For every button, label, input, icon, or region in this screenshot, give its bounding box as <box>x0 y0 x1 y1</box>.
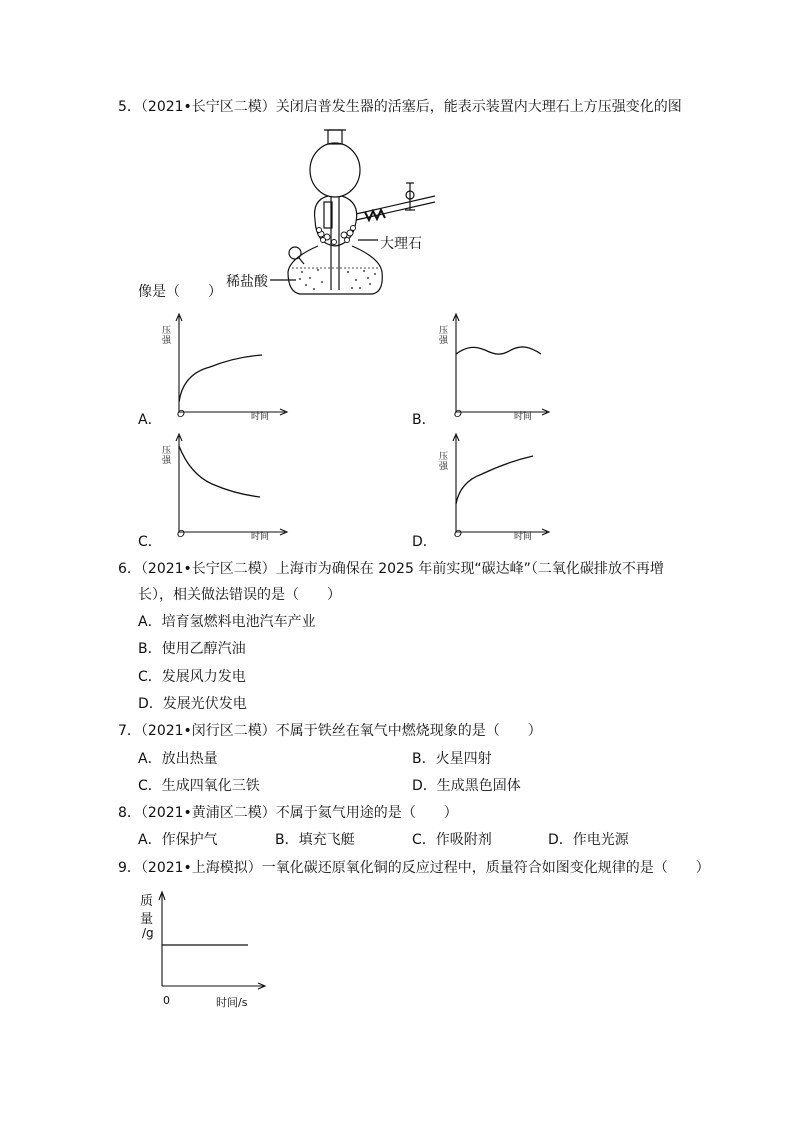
graph-b-origin: O <box>454 409 462 420</box>
graph-b <box>427 312 567 426</box>
graph-d-xlabel: 时间 <box>514 532 533 542</box>
question-7-stem: 7．（2021•闵行区二模）不属于铁丝在氧气中燃烧现象的是（ ） <box>118 723 542 739</box>
q6-option-d[interactable]: D．发展光伏发电 <box>138 696 247 712</box>
graph-c-ylabel: 压强 <box>162 446 172 466</box>
q7-option-c[interactable]: C．生成四氧化三铁 <box>138 778 260 794</box>
graph-q9-ylabel-1: 质 <box>140 894 154 909</box>
graph-b-ylabel: 压强 <box>439 326 449 346</box>
graph-a <box>150 312 290 426</box>
graph-a-ylabel: 压强 <box>162 326 172 346</box>
graph-d-origin: O <box>454 529 462 540</box>
graph-a-origin: O <box>177 409 185 420</box>
label-marble: 大理石 <box>380 236 422 252</box>
graph-q9-ylabel-2: 量 <box>140 912 154 927</box>
graph-b-letter: B． <box>412 412 436 428</box>
q6-option-b[interactable]: B．使用乙醇汽油 <box>138 641 246 657</box>
graph-c-letter: C． <box>138 534 162 550</box>
q8-option-d[interactable]: D．作电光源 <box>548 832 629 848</box>
graph-d <box>427 432 567 546</box>
graph-d-letter: D． <box>412 534 437 550</box>
label-dilute-hcl: 稀盐酸 <box>226 274 268 290</box>
q8-option-a[interactable]: A．作保护气 <box>138 832 218 848</box>
graph-c-xlabel: 时间 <box>251 532 270 542</box>
graph-d-ylabel: 压强 <box>439 452 449 472</box>
q6-option-a[interactable]: A．培育氢燃料电池汽车产业 <box>138 614 316 630</box>
graph-q9-origin: 0 <box>163 994 170 1007</box>
graph-a-xlabel: 时间 <box>251 412 270 422</box>
question-6-stem-continued: 长），相关做法错误的是（ ） <box>138 587 341 603</box>
question-5-stem: 5．（2021•长宁区二模）关闭启普发生器的活塞后，能表示装置内大理石上方压强变化的图 <box>118 99 682 115</box>
question-8-stem: 8．（2021•黄浦区二模）不属于氦气用途的是（ ） <box>118 805 458 821</box>
graph-q9-xlabel: 时间/s <box>216 996 248 1009</box>
question-5-stem-continued: 像是（ ） <box>138 284 222 300</box>
graph-a-letter: A． <box>138 412 162 428</box>
graph-q9-ylabel-unit: /g <box>142 926 154 940</box>
q8-option-c[interactable]: C．作吸附剂 <box>412 832 492 848</box>
q6-option-c[interactable]: C．发展风力发电 <box>138 669 246 685</box>
graph-c <box>150 432 290 546</box>
q7-option-b[interactable]: B．火星四射 <box>412 751 492 767</box>
q7-option-d[interactable]: D．生成黑色固体 <box>412 778 521 794</box>
graph-b-xlabel: 时间 <box>514 412 533 422</box>
graph-q9 <box>138 884 278 1018</box>
q7-option-a[interactable]: A．放出热量 <box>138 751 218 767</box>
question-9-stem: 9．（2021•上海模拟）一氧化碳还原氧化铜的反应过程中，质量符合如图变化规律的是（ ） <box>118 860 710 876</box>
graph-c-origin: O <box>177 529 185 540</box>
question-6-stem: 6．（2021•长宁区二模）上海市为确保在 2025 年前实现“碳达峰”（二氧化碳排放不再增 <box>118 561 664 577</box>
q8-option-b[interactable]: B．填充飞艇 <box>275 832 355 848</box>
